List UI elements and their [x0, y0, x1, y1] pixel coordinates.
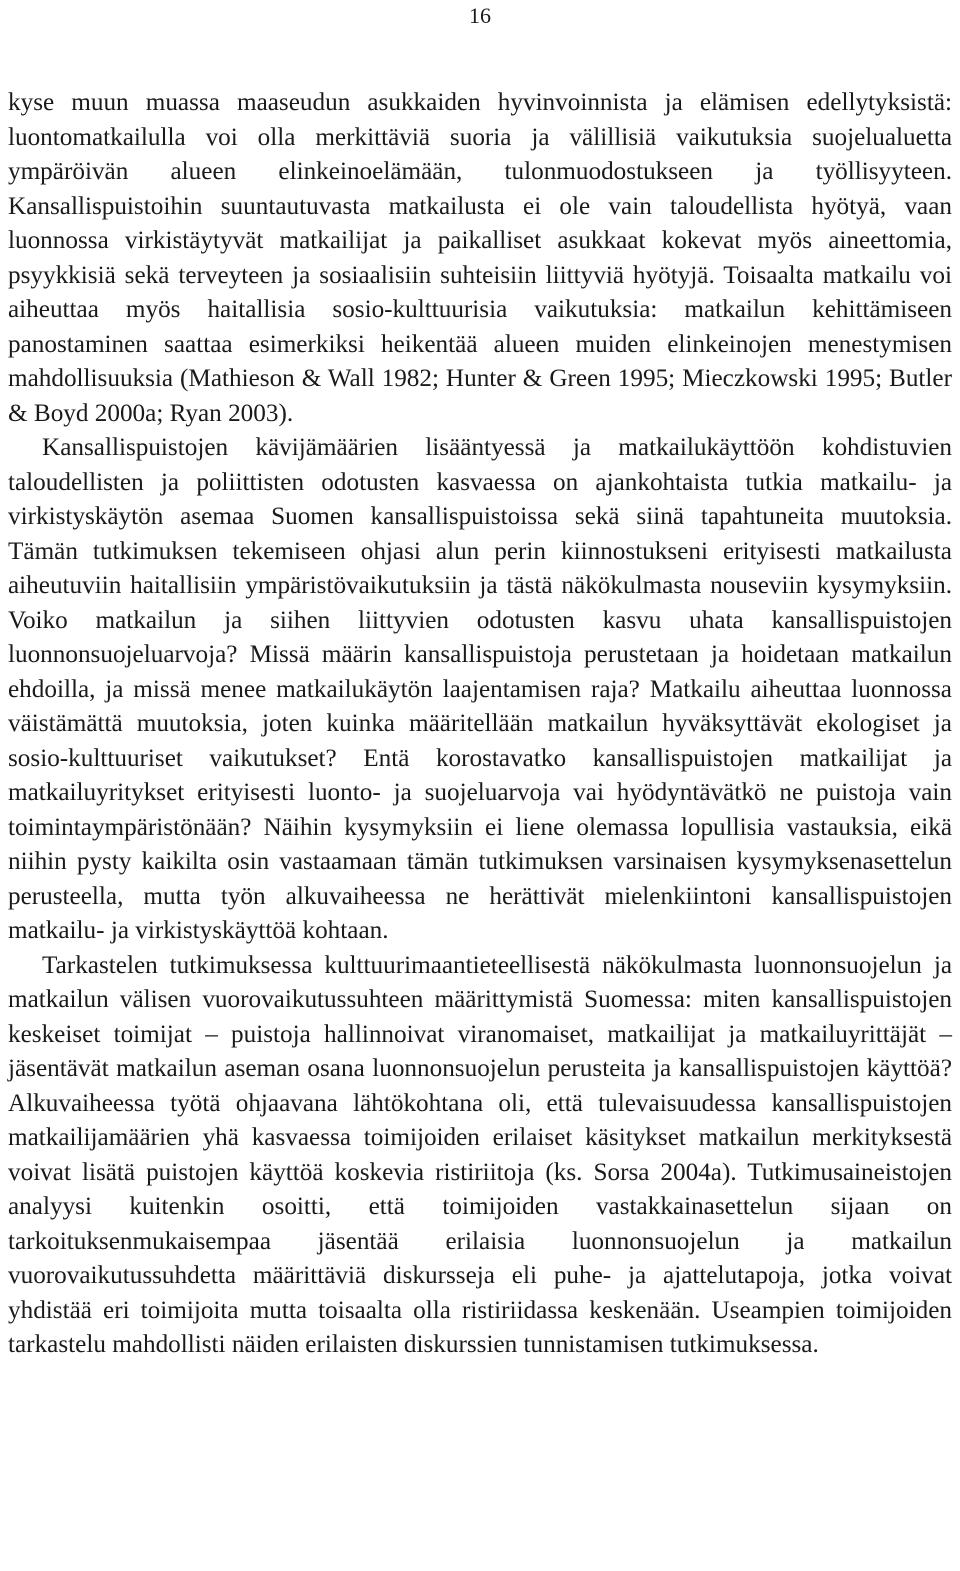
paragraph-2: Kansallispuistojen kävijämäärien lisääntyessä ja matkailukäyttöön kohdistuvien taloudellisten ja poliittisten odotusten kasvaessa on ajankohtaista tutkia matkailu- ja virkistyskäytön asemaa Suomen kansallispuistoissa sekä siinä tapahtuneita muutoksia. Tämän tutkimuksen tekemiseen ohjasi alun perin kiinnostukseni erityisesti matkailusta aiheutuviin haitallisiin ympäristövaikutuksiin ja tästä näkökulmasta nouseviin kysymyksiin. Voiko matkailun ja siihen liittyvien odotusten kasvu uhata kansallispuistojen luonnonsuojeluarvoja? Missä määrin kansallispuistoja perustetaan ja hoidetaan matkailun ehdoilla, ja missä menee matkailukäytön laajentamisen raja? Matkailu aiheuttaa luonnossa väistämättä muutoksia, joten kuinka määritellään matkailun hyväksyttävät ekologiset ja sosio-kulttuuriset vaikutukset? Entä korostavatko kansallispuistojen matkailijat ja matkailuyritykset erityisesti luonto- ja suojeluarvoja vai hyödyntävätkö ne puistoja vain toimintaympäristönään? Näihin kysymyksiin ei liene olemassa lopullisia vastauksia, eikä niihin pysty kaikilta osin vastaamaan tämän tutkimuksen varsinaisen kysymyksenasettelun perusteella, mutta työn alkuvaiheessa ne herättivät mielenkiintoni kansallispuistojen matkailu- ja virkistyskäyttöä kohtaan. [8, 434, 952, 944]
body-text [8, 86, 952, 1363]
paragraph-1: kyse muun muassa maaseudun asukkaiden hyvinvoinnista ja elämisen edellytyksistä: luontomatkailulla voi olla merkittäviä suoria ja välillisiä vaikutuksia suojelualuetta ympäröivän alueen elinkeinoelämään, tulonmuodostukseen ja työllisyyteen. Kansallispuistoihin suuntautuvasta matkailusta ei ole vain taloudellista hyötyä, vaan luonnossa virkistäytyvät matkailijat ja paikalliset asukkaat kokevat myös aineettomia, psyykkisiä sekä terveyteen ja sosiaalisiin suhteisiin liittyviä hyötyjä. Toisaalta matkailu voi aiheuttaa myös haitallisia sosio-kulttuurisia vaikutuksia: matkailun kehittämiseen panostaminen saattaa esimerkiksi heikentää alueen muiden elinkeinojen menestymisen mahdollisuuksia (Mathieson & Wall 1982; Hunter & Green 1995; Mieczkowski 1995; Butler & Boyd 2000a; Ryan 2003). [8, 89, 952, 427]
page-number: 16 [469, 3, 491, 28]
paragraph-3: Tarkastelen tutkimuksessa kulttuurimaantieteellisestä näkökulmasta luonnonsuojelun ja matkailun välisen vuorovaikutussuhteen määrittymistä Suomessa: miten kansallispuistojen keskeiset toimijat – puistoja hallinnoivat viranomaiset, matkailijat ja matkailuyrittäjät – jäsentävät matkailun aseman osana luonnonsuojelun perusteita ja kansallispuistojen käyttöä? Alkuvaiheessa työtä ohjaavana lähtökohtana oli, että tulevaisuudessa kansallispuistojen matkailijamäärien yhä kasvaessa toimijoiden erilaiset käsitykset matkailun merkityksestä voivat lisätä puistojen käyttöä koskevia ristiriitoja (ks. Sorsa 2004a). Tutkimusaineistojen analyysi kuitenkin osoitti, että toimijoiden vastakkainasettelun sijaan on tarkoituksenmukaisempaa jäsentää erilaisia luonnonsuojelun ja matkailun vuorovaikutussuhdetta määrittäviä diskursseja eli puhe- ja ajattelutapoja, jotka voivat yhdistää eri toimijoita mutta toisaalta olla ristiriidassa keskenään. Useampien toimijoiden tarkastelu mahdollisti näiden erilaisten diskurssien tunnistamisen tutkimuksessa. [8, 951, 952, 1358]
